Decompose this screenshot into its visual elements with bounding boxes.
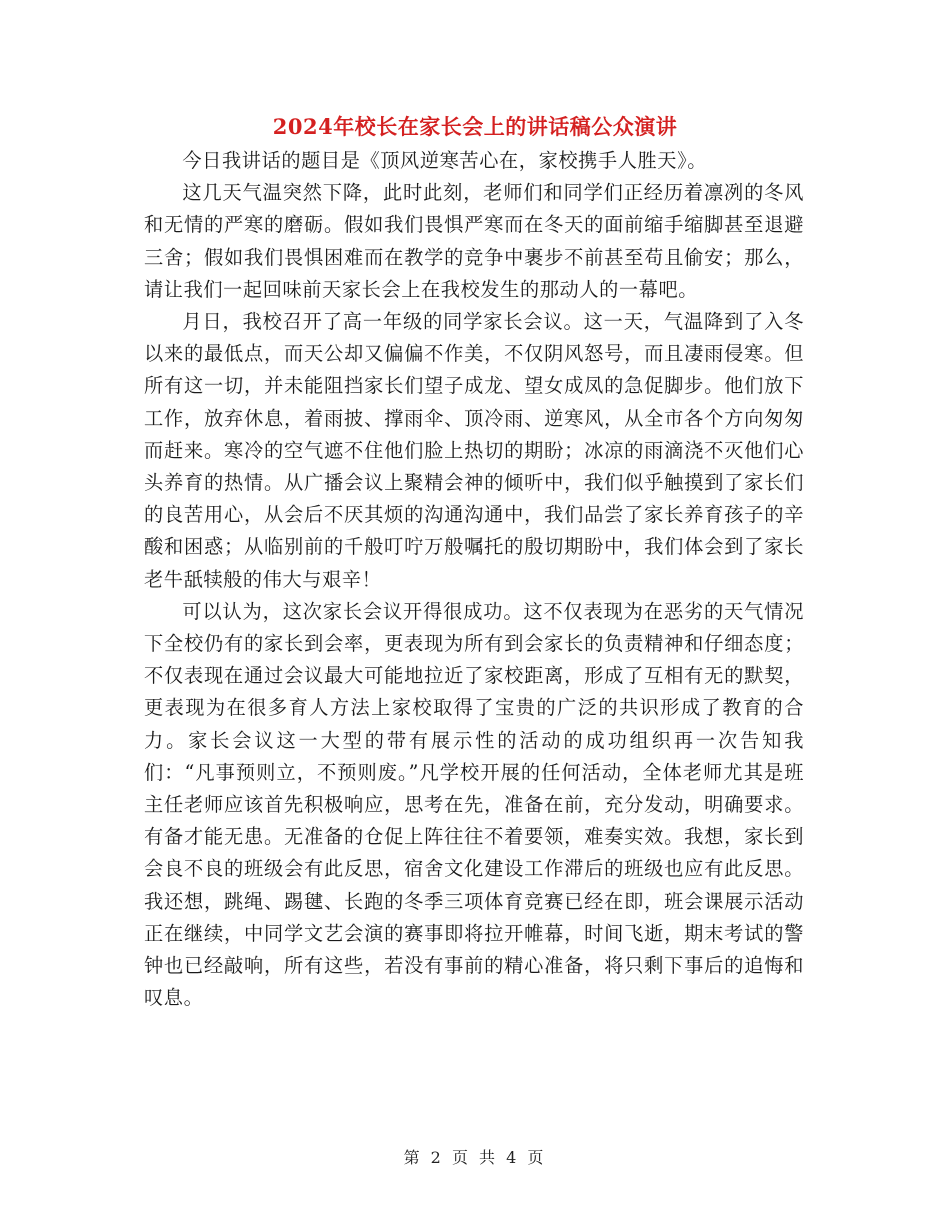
page-footer: 第 2 页 共 4 页 bbox=[403, 1148, 547, 1167]
document-title: 2024年校长在家长会上的讲话稿公众演讲 bbox=[272, 114, 678, 139]
paragraph-4: 可以认为，这次家长会议开得很成功。这不仅表现为在恶劣的天气情况下全校仍有的家长到会率，更表现为所有到会家长的负责精神和仔细态度；不仅表现在通过会议最大可能地拉近了家校距离，形成了互相有无的默契，更表现为在很多育人方法上家校取得了宝贵的广泛的共识形成了教育的合力。家长会议这一大型的带有展示性的活动的成功组织再一次告知我们：“凡事预则立，不预则废。”凡学校开展的任何活动，全体老师尤其是班主任老师应该首先积极响应，思考在先，准备在前，充分发动，明确要求。有备才能无患。无准备的仓促上阵往往不着要领，难奏实效。我想，家长到会良不良的班级会有此反思，宿舍文化建设工作滞后的班级也应有此反思。我还想，跳绳、踢毽、长跑的冬季三项体育竞赛已经在即，班会课展示活动正在继续，中同学文艺会演的赛事即将拉开帷幕，时间飞逝，期末考试的警钟也已经敲响，所有这些，若没有事前的精心准备，将只剩下事后的追悔和叹息。 bbox=[144, 599, 804, 1010]
paragraph-2: 这几天气温突然下降，此时此刻，老师们和同学们正经历着凛冽的冬风和无情的严寒的磨砺。假如我们畏惧严寒而在冬天的面前缩手缩脚甚至退避三舍；假如我们畏惧困难而在教学的竞争中裹步不前甚至苟且偷安；那么，请让我们一起回味前天家长会上在我校发生的那动人的一幕吧。 bbox=[144, 181, 804, 301]
document-body bbox=[144, 145, 804, 1014]
paragraph-1: 今日我讲话的题目是《顶风逆寒苦心在，家校携手人胜天》。 bbox=[182, 149, 708, 172]
paragraph-3: 月日，我校召开了高一年级的同学家长会议。这一天，气温降到了入冬以来的最低点，而天公却又偏偏不作美，不仅阴风怒号，而且凄雨侵寒。但所有这一切，并未能阻挡家长们望子成龙、望女成凤的急促脚步。他们放下工作，放弃休息，着雨披、撑雨伞、顶冷雨、逆寒风，从全市各个方向匆匆而赶来。寒冷的空气遮不住他们脸上热切的期盼；冰凉的雨滴浇不灭他们心头养育的热情。从广播会议上聚精会神的倾听中，我们似乎触摸到了家长们的良苦用心，从会后不厌其烦的沟通沟通中，我们品尝了家长养育孩子的辛酸和困惑；从临别前的千般叮咛万般嘱托的殷切期盼中，我们体会到了家长老牛舐犊般的伟大与艰辛！ bbox=[144, 310, 804, 591]
